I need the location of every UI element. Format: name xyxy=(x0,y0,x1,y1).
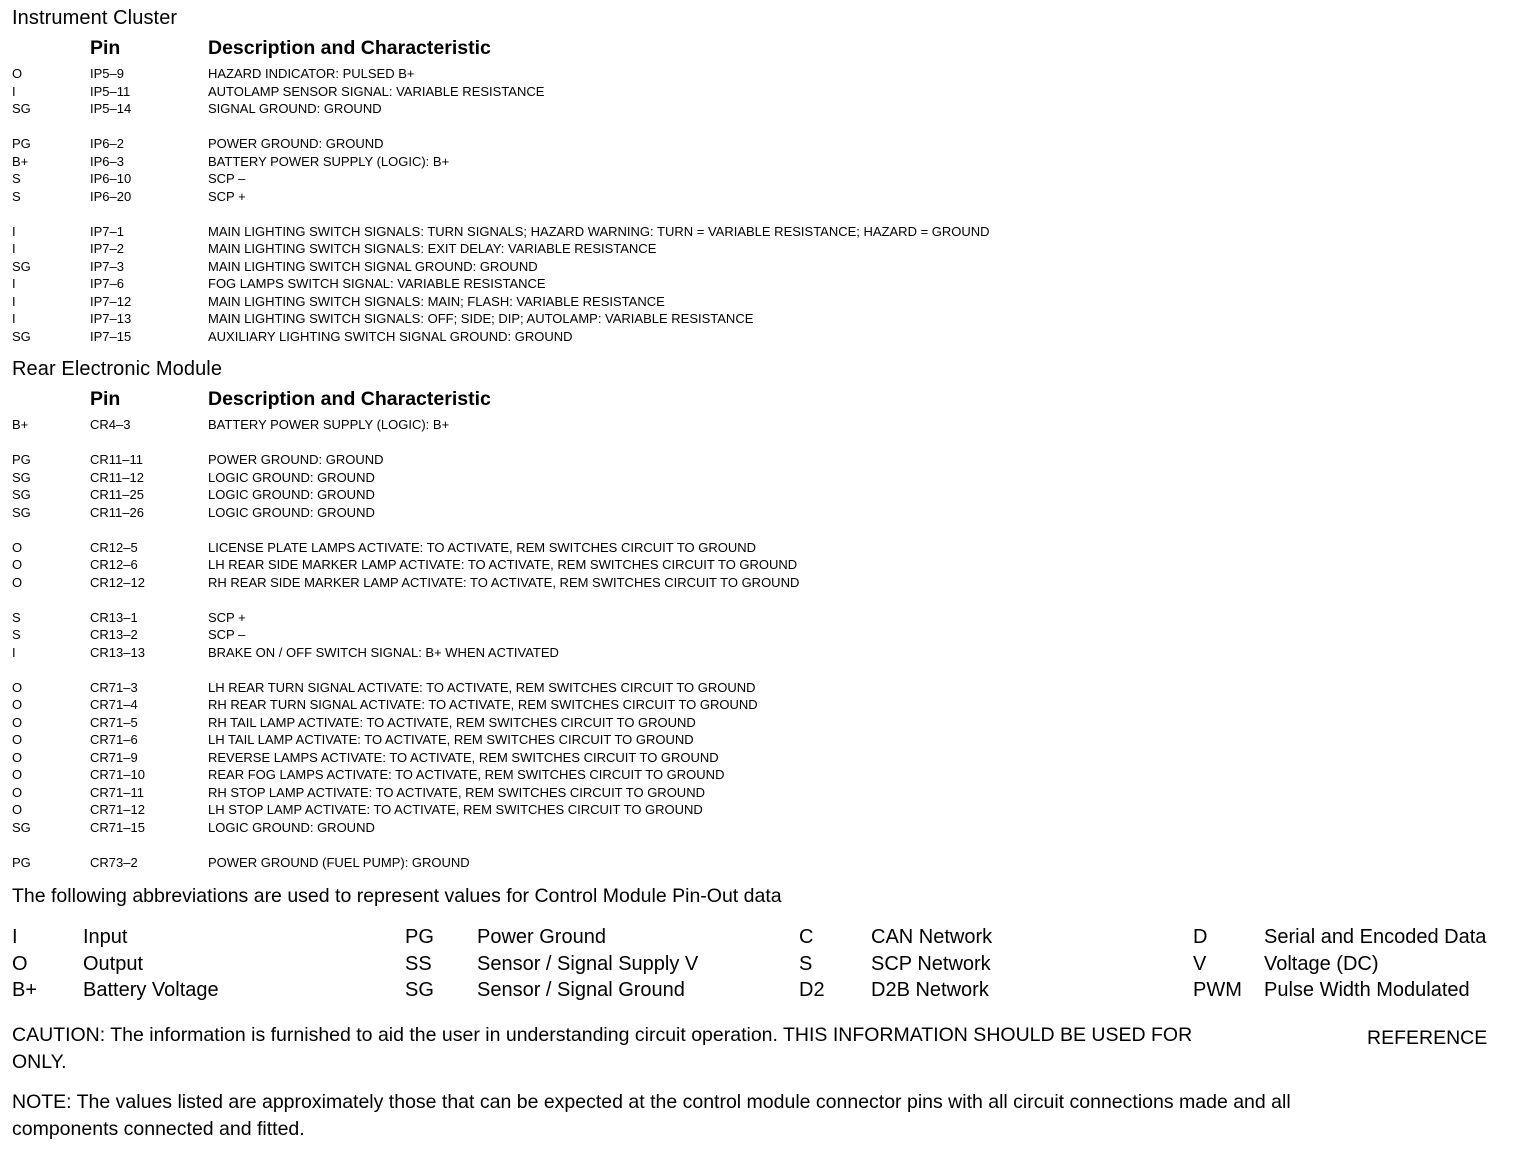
pin-type: O xyxy=(12,557,23,572)
pin-description: LOGIC GROUND: GROUND xyxy=(208,819,375,835)
pin-id: IP6–2 xyxy=(90,136,124,151)
abbr-meaning: Sensor / Signal Ground xyxy=(477,979,685,1001)
pin-type: O xyxy=(12,574,23,590)
pin-id: IP7–1 xyxy=(90,223,124,239)
pin-type: I xyxy=(12,223,16,239)
abbr-code: V xyxy=(1193,952,1207,975)
pin-description: HAZARD INDICATOR: PULSED B+ xyxy=(208,66,415,81)
abbr-meaning: CAN Network xyxy=(871,926,993,948)
pin-description: LH TAIL LAMP ACTIVATE: TO ACTIVATE, REM SWITCHES CIRCUIT TO GROUND xyxy=(208,732,694,747)
abbr-code: SS xyxy=(405,952,432,975)
pin-description: SCP – xyxy=(208,171,246,186)
pin-id: IP7–12 xyxy=(90,293,132,309)
pin-id: CR71–10 xyxy=(90,767,145,782)
pin-description: MAIN LIGHTING SWITCH SIGNALS: EXIT DELAY: VARIABLE RESISTANCE xyxy=(208,241,657,256)
pin-id: CR11–26 xyxy=(90,504,144,520)
pin-id: CR11–11 xyxy=(90,452,143,467)
pin-type: O xyxy=(12,784,23,800)
pin-type: O xyxy=(12,714,23,730)
pin-type: SG xyxy=(12,819,31,835)
pin-type: PG xyxy=(12,136,31,151)
pin-type: I xyxy=(12,293,16,309)
caution-line-1-tail: REFERENCE xyxy=(1367,1027,1488,1049)
pin-id: IP7–3 xyxy=(90,258,124,274)
pin-description: LICENSE PLATE LAMPS ACTIVATE: TO ACTIVATE, REM SWITCHES CIRCUIT TO GROUND xyxy=(208,539,757,555)
pin-id: CR11–12 xyxy=(90,469,144,485)
pin-id: CR73–2 xyxy=(90,854,138,870)
pin-description: BRAKE ON / OFF SWITCH SIGNAL: B+ WHEN ACTIVATED xyxy=(208,644,559,660)
abbr-code: I xyxy=(12,926,18,948)
abbr-code: D xyxy=(1193,926,1208,948)
pin-id: IP5–11 xyxy=(90,83,131,99)
instrument-cluster-pin-header: Pin xyxy=(90,37,121,59)
pin-type: I xyxy=(12,276,16,291)
abbr-code: O xyxy=(12,952,28,975)
pin-type: O xyxy=(12,66,23,81)
pin-id: CR71–3 xyxy=(90,679,138,695)
pin-id: CR71–4 xyxy=(90,697,138,712)
pin-id: CR11–25 xyxy=(90,487,144,502)
pin-type: O xyxy=(12,767,23,782)
abbr-code: S xyxy=(799,952,813,975)
pin-description: MAIN LIGHTING SWITCH SIGNALS: OFF; SIDE; DIP; AUTOLAMP: VARIABLE RESISTANCE xyxy=(208,311,754,326)
pin-description: SCP + xyxy=(208,188,246,204)
pin-description: SCP + xyxy=(208,609,246,625)
pin-description: SIGNAL GROUND: GROUND xyxy=(208,101,382,116)
pin-id: IP6–10 xyxy=(90,171,132,186)
caution-line-1: CAUTION: The information is furnished to aid the user in understanding circuit operation. THIS INFORMATION SHOULD BE USED FOR xyxy=(12,1024,1193,1046)
pin-description: SCP – xyxy=(208,627,246,642)
abbr-code: C xyxy=(799,926,814,948)
note-line-2: components connected and fitted. xyxy=(12,1118,305,1140)
pin-id: IP5–14 xyxy=(90,101,132,116)
pin-id: CR71–5 xyxy=(90,714,138,730)
pin-type: SG xyxy=(12,504,31,520)
pin-description: AUXILIARY LIGHTING SWITCH SIGNAL GROUND: GROUND xyxy=(208,328,573,344)
pin-type: SG xyxy=(12,487,31,502)
abbr-meaning: Output xyxy=(83,952,144,975)
pin-id: IP7–6 xyxy=(90,276,124,291)
pin-id: CR13–1 xyxy=(90,609,138,625)
abbreviations-title: The following abbreviations are used to represent values for Control Module Pin-Out data xyxy=(12,885,782,907)
pin-type: B+ xyxy=(12,153,29,169)
pin-id: CR13–2 xyxy=(90,627,138,642)
pin-type: SG xyxy=(12,328,31,344)
pin-description: BATTERY POWER SUPPLY (LOGIC): B+ xyxy=(208,153,450,169)
caution-text xyxy=(12,1022,1512,1076)
pin-type: SG xyxy=(12,101,31,116)
pin-type: S xyxy=(12,171,21,186)
abbr-code: PG xyxy=(405,926,434,948)
pin-id: IP7–15 xyxy=(90,328,132,344)
pin-id: CR71–12 xyxy=(90,802,145,817)
pin-type: O xyxy=(12,679,23,695)
note-line-1: NOTE: The values listed are approximately those that can be expected at the control module connector pins with all circuit connections made and all xyxy=(12,1091,1291,1113)
pin-type: I xyxy=(12,83,16,99)
pin-id: IP7–13 xyxy=(90,311,132,326)
pin-id: CR71–11 xyxy=(90,784,144,800)
pin-type: I xyxy=(12,644,16,660)
pin-type: S xyxy=(12,627,21,642)
instrument-cluster-title: Instrument Cluster xyxy=(12,7,178,29)
pin-type: O xyxy=(12,539,23,555)
pin-type: PG xyxy=(12,854,31,870)
pin-id: IP5–9 xyxy=(90,66,124,81)
pin-description: REVERSE LAMPS ACTIVATE: TO ACTIVATE, REM SWITCHES CIRCUIT TO GROUND xyxy=(208,749,719,765)
abbr-meaning: Voltage (DC) xyxy=(1264,952,1379,975)
abbr-code: PWM xyxy=(1193,979,1242,1001)
abbr-code: D2 xyxy=(799,979,825,1001)
abbr-code: SG xyxy=(405,979,434,1001)
pin-type: B+ xyxy=(12,417,29,432)
abbr-code: B+ xyxy=(12,979,38,1001)
pin-type: S xyxy=(12,188,21,204)
pin-id: CR71–9 xyxy=(90,749,138,765)
abbr-meaning: Battery Voltage xyxy=(83,979,219,1001)
pin-description: RH REAR TURN SIGNAL ACTIVATE: TO ACTIVATE, REM SWITCHES CIRCUIT TO GROUND xyxy=(208,697,758,712)
pin-description: RH STOP LAMP ACTIVATE: TO ACTIVATE, REM SWITCHES CIRCUIT TO GROUND xyxy=(208,784,705,800)
caution-line-2: ONLY. xyxy=(12,1051,67,1073)
pin-id: CR71–6 xyxy=(90,732,138,747)
abbr-meaning: D2B Network xyxy=(871,979,989,1001)
abbr-meaning: Serial and Encoded Data xyxy=(1264,926,1487,948)
pin-type: PG xyxy=(12,452,31,467)
pin-description: POWER GROUND: GROUND xyxy=(208,136,384,151)
rear-module-title: Rear Electronic Module xyxy=(12,358,223,380)
pin-type: S xyxy=(12,609,21,625)
pin-description: AUTOLAMP SENSOR SIGNAL: VARIABLE RESISTANCE xyxy=(208,83,545,99)
pin-type: O xyxy=(12,802,23,817)
note-text xyxy=(12,1089,1512,1143)
abbr-meaning: Input xyxy=(83,926,128,948)
pin-description: LOGIC GROUND: GROUND xyxy=(208,504,375,520)
instrument-cluster-desc-header: Description and Characteristic xyxy=(208,37,491,59)
pin-description: MAIN LIGHTING SWITCH SIGNALS: MAIN; FLASH: VARIABLE RESISTANCE xyxy=(208,293,665,309)
pin-description: POWER GROUND (FUEL PUMP): GROUND xyxy=(208,854,470,870)
abbr-meaning: Sensor / Signal Supply V xyxy=(477,952,699,975)
abbr-meaning: Pulse Width Modulated xyxy=(1264,979,1470,1001)
pin-id: CR71–15 xyxy=(90,819,145,835)
pin-description: MAIN LIGHTING SWITCH SIGNALS: TURN SIGNALS; HAZARD WARNING: TURN = VARIABLE RESISTANCE; HAZARD = GROUND xyxy=(208,223,990,239)
abbr-meaning: Power Ground xyxy=(477,926,606,948)
pin-id: CR4–3 xyxy=(90,417,131,432)
pin-description: LH REAR SIDE MARKER LAMP ACTIVATE: TO ACTIVATE, REM SWITCHES CIRCUIT TO GROUND xyxy=(208,557,798,572)
pin-description: FOG LAMPS SWITCH SIGNAL: VARIABLE RESISTANCE xyxy=(208,276,546,291)
pin-type: O xyxy=(12,732,23,747)
pin-type: I xyxy=(12,241,16,256)
pin-id: IP6–3 xyxy=(90,153,124,169)
abbr-meaning: SCP Network xyxy=(871,952,991,975)
pin-id: CR13–13 xyxy=(90,644,145,660)
pin-description: LH STOP LAMP ACTIVATE: TO ACTIVATE, REM SWITCHES CIRCUIT TO GROUND xyxy=(208,802,703,817)
pin-type: I xyxy=(12,311,16,326)
pin-description: RH REAR SIDE MARKER LAMP ACTIVATE: TO ACTIVATE, REM SWITCHES CIRCUIT TO GROUND xyxy=(208,574,800,590)
pin-id: IP7–2 xyxy=(90,241,124,256)
pin-id: CR12–6 xyxy=(90,557,138,572)
rear-module-pin-header: Pin xyxy=(90,388,121,410)
pin-type: O xyxy=(12,697,23,712)
pin-description: LOGIC GROUND: GROUND xyxy=(208,487,375,502)
pin-type: SG xyxy=(12,469,31,485)
pin-id: CR12–5 xyxy=(90,539,138,555)
pin-description: LOGIC GROUND: GROUND xyxy=(208,469,375,485)
pin-description: REAR FOG LAMPS ACTIVATE: TO ACTIVATE, REM SWITCHES CIRCUIT TO GROUND xyxy=(208,767,725,782)
pin-type: O xyxy=(12,749,23,765)
pin-description: POWER GROUND: GROUND xyxy=(208,452,384,467)
pin-description: BATTERY POWER SUPPLY (LOGIC): B+ xyxy=(208,417,450,432)
pin-type: SG xyxy=(12,258,31,274)
pin-id: CR12–12 xyxy=(90,574,145,590)
pin-description: MAIN LIGHTING SWITCH SIGNAL GROUND: GROUND xyxy=(208,258,538,274)
pin-id: IP6–20 xyxy=(90,188,132,204)
pin-description: RH TAIL LAMP ACTIVATE: TO ACTIVATE, REM SWITCHES CIRCUIT TO GROUND xyxy=(208,714,696,730)
rear-module-desc-header: Description and Characteristic xyxy=(208,388,491,410)
pin-description: LH REAR TURN SIGNAL ACTIVATE: TO ACTIVATE, REM SWITCHES CIRCUIT TO GROUND xyxy=(208,679,756,695)
